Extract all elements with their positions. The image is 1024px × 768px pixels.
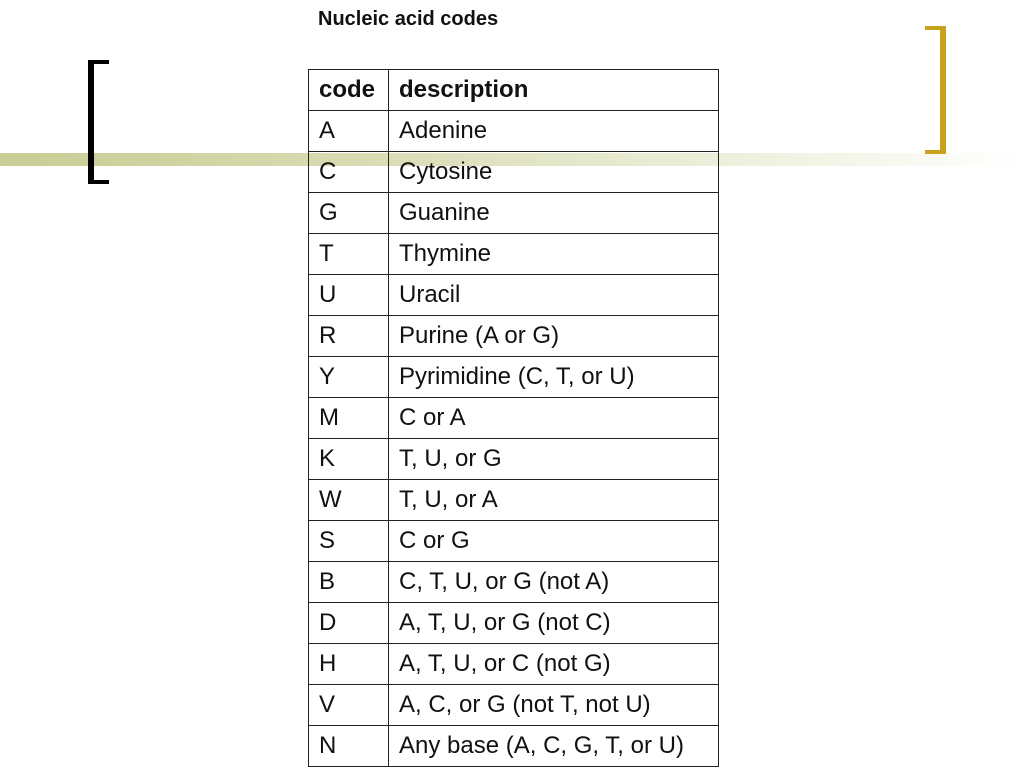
code-cell: G	[309, 193, 389, 234]
table-row	[309, 193, 719, 234]
table-row	[309, 685, 719, 726]
description-cell: C, T, U, or G (not A)	[389, 562, 719, 603]
description-cell: C or G	[389, 521, 719, 562]
code-cell: R	[309, 316, 389, 357]
table-row	[309, 111, 719, 152]
description-cell: Any base (A, C, G, T, or U)	[389, 726, 719, 767]
code-cell: W	[309, 480, 389, 521]
code-cell: K	[309, 439, 389, 480]
description-cell: Uracil	[389, 275, 719, 316]
description-cell: Guanine	[389, 193, 719, 234]
table-header-row	[309, 70, 719, 111]
code-cell: T	[309, 234, 389, 275]
table-row	[309, 357, 719, 398]
code-cell: U	[309, 275, 389, 316]
code-cell: M	[309, 398, 389, 439]
code-cell: Y	[309, 357, 389, 398]
column-header-description: description	[389, 70, 719, 111]
table-row	[309, 152, 719, 193]
table-row	[309, 275, 719, 316]
code-cell: V	[309, 685, 389, 726]
description-cell: T, U, or A	[389, 480, 719, 521]
description-cell: A, T, U, or C (not G)	[389, 644, 719, 685]
table-row	[309, 480, 719, 521]
slide-title: Nucleic acid codes	[318, 8, 499, 30]
description-cell: Cytosine	[389, 152, 719, 193]
table-row	[309, 644, 719, 685]
code-cell: N	[309, 726, 389, 767]
code-cell: D	[309, 603, 389, 644]
code-cell: H	[309, 644, 389, 685]
description-cell: Thymine	[389, 234, 719, 275]
left-bracket-decoration	[88, 60, 109, 184]
description-cell: Pyrimidine (C, T, or U)	[389, 357, 719, 398]
right-bracket-decoration	[925, 26, 946, 154]
table-row	[309, 726, 719, 767]
table-row	[309, 439, 719, 480]
description-cell: Purine (A or G)	[389, 316, 719, 357]
code-cell: C	[309, 152, 389, 193]
table-row	[309, 398, 719, 439]
table-row	[309, 603, 719, 644]
description-cell: T, U, or G	[389, 439, 719, 480]
code-cell: S	[309, 521, 389, 562]
code-cell: A	[309, 111, 389, 152]
description-cell: A, C, or G (not T, not U)	[389, 685, 719, 726]
table-row	[309, 234, 719, 275]
nucleic-acid-codes-table	[308, 69, 719, 767]
description-cell: C or A	[389, 398, 719, 439]
code-cell: B	[309, 562, 389, 603]
description-cell: Adenine	[389, 111, 719, 152]
table-row	[309, 562, 719, 603]
table-row	[309, 316, 719, 357]
description-cell: A, T, U, or G (not C)	[389, 603, 719, 644]
table-row	[309, 521, 719, 562]
column-header-code: code	[309, 70, 389, 111]
